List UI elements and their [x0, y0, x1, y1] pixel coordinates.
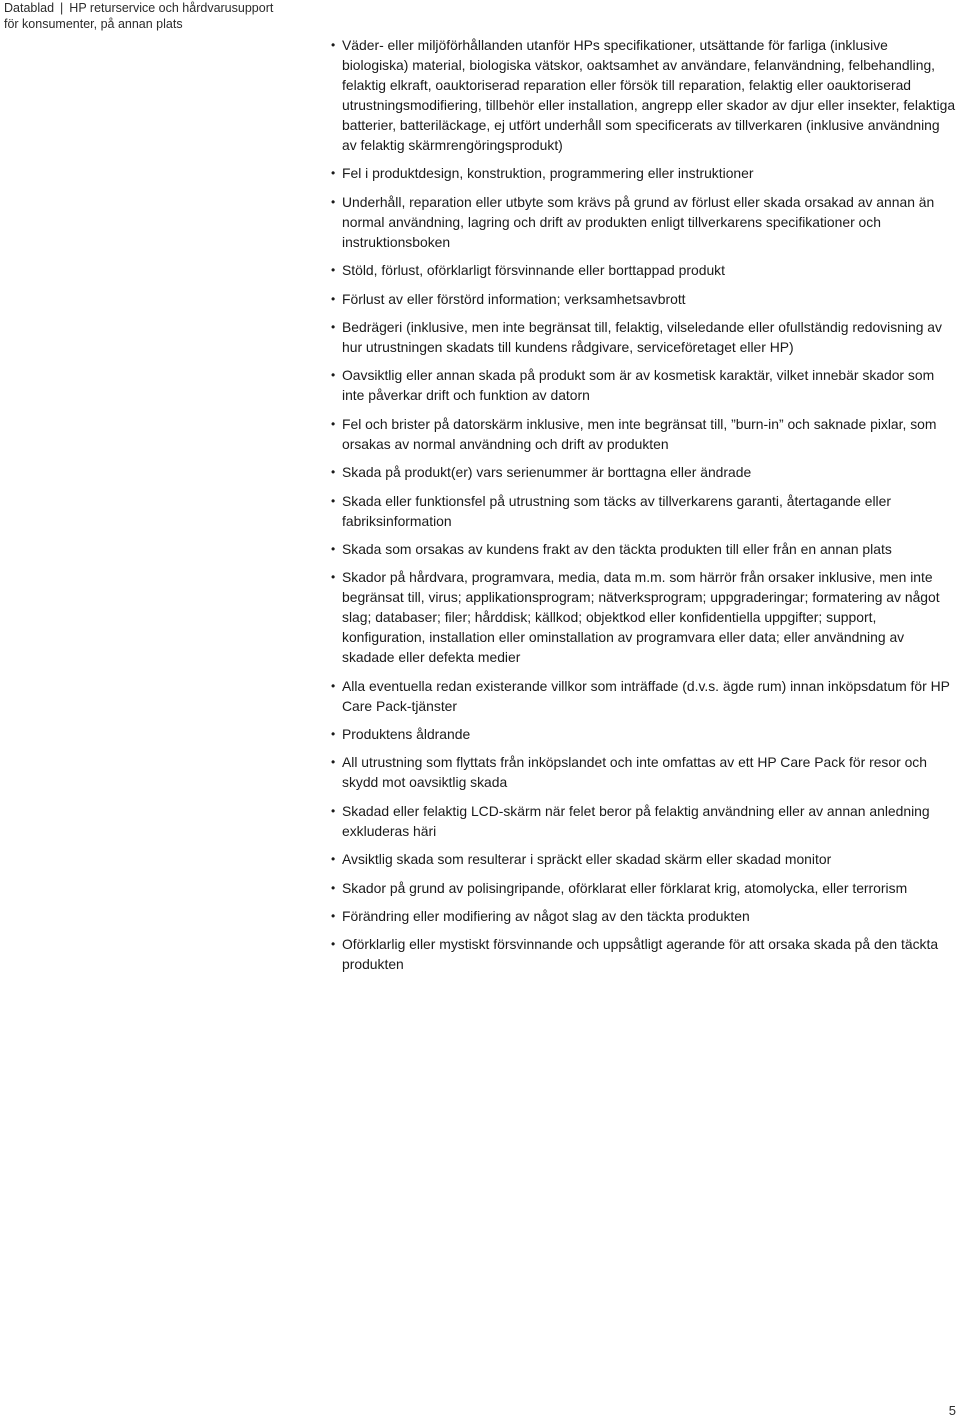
running-header [4, 0, 304, 32]
exclusion-text: Bedrägeri (inklusive, men inte begränsat till, felaktig, vilseledande eller ofullständig redovisning av hur utrustningen skadats till kundens rådgivare, serviceföretaget eller HP) [342, 318, 942, 355]
exclusion-item [331, 35, 957, 155]
exclusion-item [331, 724, 957, 744]
bullet-icon: • [331, 803, 336, 818]
exclusion-text: Förlust av eller förstörd information; verksamhetsavbrott [342, 290, 686, 307]
bullet-icon: • [331, 678, 336, 693]
bullet-icon: • [331, 880, 336, 895]
exclusion-item [331, 163, 957, 183]
exclusion-text: Väder- eller miljöförhållanden utanför HPs specifikationer, utsättande för farliga (inklusive biologiska) material, biologiska vätskor, oaktsamhet av användare, felanvändning, felbehandling, felaktig elkraft, oauktoriserad reparation eller försök till reparation, felaktig eller oauktoriserad utrustningsmodifiering, tillbehör eller installation, angrepp eller skador av djur eller insekter, felaktiga batterier, batteriläckage, ej utfört underhåll som specificerats av tillverkaren (inklusive användning av felaktig skärmrengöringsprodukt) [342, 37, 956, 153]
bullet-icon: • [331, 493, 336, 508]
bullet-icon: • [331, 38, 336, 52]
exclusion-text: Stöld, förlust, oförklarligt försvinnande eller borttappad produkt [342, 262, 725, 279]
bullet-icon: • [331, 541, 336, 556]
exclusion-list [331, 35, 957, 983]
exclusion-item [331, 414, 957, 454]
exclusion-item [331, 752, 957, 792]
bullet-icon: • [331, 755, 336, 770]
bullet-icon: • [331, 194, 336, 209]
exclusion-text: Förändring eller modifiering av något slag av den täckta produkten [342, 908, 750, 925]
exclusion-item [331, 906, 957, 926]
exclusion-text: Skada eller funktionsfel på utrustning som täcks av tillverkarens garanti, återtagande eller fabriksinformation [342, 492, 891, 529]
exclusion-item [331, 567, 957, 667]
exclusion-text: Underhåll, reparation eller utbyte som krävs på grund av förlust eller skada orsakad av annan än normal användning, lagring och drift av produkten enligt tillverkarens specifikationer och instruktionsboken [342, 193, 935, 250]
bullet-icon: • [331, 727, 336, 742]
bullet-icon: • [331, 570, 336, 585]
exclusion-text: All utrustning som flyttats från inköpslandet och inte omfattas av ett HP Care Pack för resor och skydd mot oavsiktlig skada [342, 754, 927, 791]
bullet-icon: • [331, 263, 336, 278]
exclusion-item [331, 192, 957, 252]
bullet-icon: • [331, 909, 336, 924]
exclusion-text: Skada på produkt(er) vars serienummer är borttagna eller ändrade [342, 464, 752, 481]
exclusion-text: Oförklarlig eller mystiskt försvinnande och uppsåtligt agerande för att orsaka skada på den täckta produkten [342, 936, 939, 973]
exclusion-text: Skada som orsakas av kundens frakt av den täckta produkten till eller från en annan plats [342, 540, 892, 557]
exclusion-item [331, 317, 957, 357]
exclusion-item [331, 849, 957, 869]
exclusion-item [331, 260, 957, 280]
exclusion-item [331, 539, 957, 559]
exclusion-text: Fel i produktdesign, konstruktion, programmering eller instruktioner [342, 165, 754, 182]
header-separator: | [60, 1, 64, 15]
exclusion-text: Skador på grund av polisingripande, oförklarat eller förklarat krig, atomolycka, eller terrorism [342, 879, 908, 896]
exclusion-item [331, 365, 957, 405]
exclusion-item [331, 462, 957, 482]
exclusion-text: Fel och brister på datorskärm inklusive, men inte begränsat till, ”burn-in” och saknade pixlar, som orsakas av normal användning och drift av produkten [342, 415, 937, 452]
bullet-icon: • [331, 319, 336, 334]
exclusion-text: Avsiktlig skada som resulterar i spräckt eller skadad skärm eller skadad monitor [342, 851, 832, 868]
page-number: 5 [948, 1403, 956, 1418]
document-title-line1: HP returservice och hårdvarusupport [69, 1, 274, 15]
bullet-icon: • [331, 291, 336, 306]
exclusion-item [331, 491, 957, 531]
bullet-icon: • [331, 368, 336, 383]
bullet-icon: • [331, 166, 336, 181]
bullet-icon: • [331, 416, 336, 431]
exclusion-item [331, 801, 957, 841]
exclusion-item [331, 878, 957, 898]
bullet-icon: • [331, 852, 336, 867]
exclusion-item [331, 934, 957, 974]
exclusion-text: Alla eventuella redan existerande villkor som inträffade (d.v.s. ägde rum) innan inköpsdatum för HP Care Pack-tjänster [342, 677, 950, 714]
document-title-line2: för konsumenter, på annan plats [4, 17, 183, 31]
bullet-icon: • [331, 465, 336, 480]
exclusion-item [331, 676, 957, 716]
exclusion-text: Skador på hårdvara, programvara, media, data m.m. som härrör från orsaker inklusive, men inte begränsat till, virus; applikationsprogram; nätverksprogram; uppgraderingar; formatering av något slag; databaser; filer; hårddisk; källkod; objektkod eller konfidentiella uppgifter; support, konfiguration, installation eller ominstallation av programvara eller data; eller användning av skadade eller defekta medier [342, 569, 940, 666]
exclusion-text: Produktens åldrande [342, 726, 471, 743]
exclusion-item [331, 289, 957, 309]
exclusion-text: Oavsiktlig eller annan skada på produkt som är av kosmetisk karaktär, vilket innebär skador som inte påverkar drift och funktion av datorn [342, 367, 935, 404]
exclusion-text: Skadad eller felaktig LCD-skärm när felet beror på felaktig användning eller av annan anledning exkluderas häri [342, 802, 930, 839]
document-type: Datablad [4, 1, 55, 15]
bullet-icon: • [331, 937, 336, 952]
